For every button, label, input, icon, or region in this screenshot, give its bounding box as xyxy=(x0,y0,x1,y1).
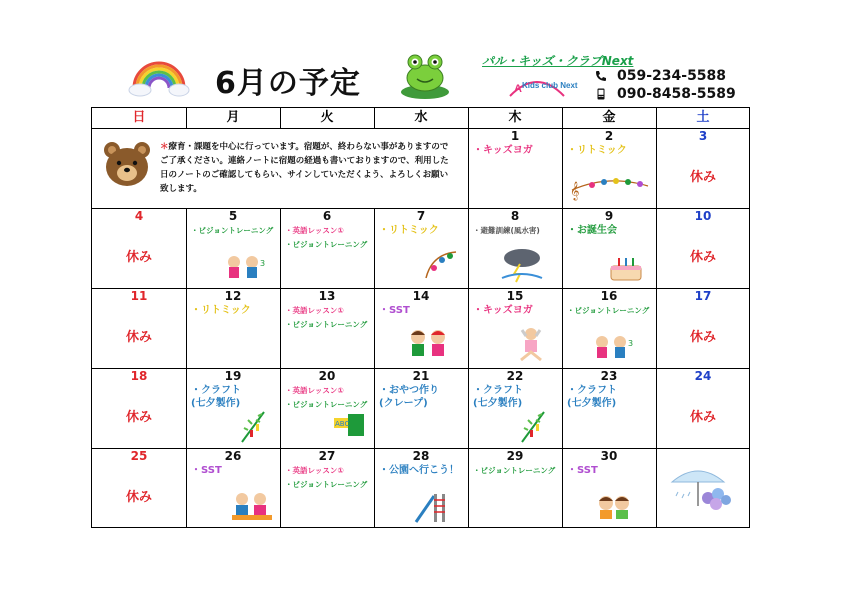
off-4: 休み xyxy=(125,250,152,265)
event-21a: ・おやつ作り xyxy=(379,385,439,396)
event-5: ・ビジョントレーニング xyxy=(191,226,274,235)
event-14: ・SST xyxy=(379,305,410,316)
day-cell-14[interactable] xyxy=(374,288,468,368)
day-cell-28[interactable] xyxy=(374,448,468,528)
date-1: 1 xyxy=(510,129,520,143)
kids-icon xyxy=(596,494,632,524)
phone-icon xyxy=(595,70,607,82)
off-11: 休み xyxy=(125,330,152,345)
bear-icon xyxy=(102,140,152,192)
date-24: 24 xyxy=(694,369,712,383)
day-cell-7[interactable] xyxy=(374,208,468,288)
event-20a: ・英語レッスン① xyxy=(285,386,344,395)
day-cell-21[interactable] xyxy=(374,368,468,448)
day-cell-18[interactable] xyxy=(92,368,186,448)
svg-text:3: 3 xyxy=(260,259,266,268)
event-27b: ・ビジョントレーニング xyxy=(285,480,368,489)
event-29: ・ビジョントレーニング xyxy=(473,466,556,475)
date-18: 18 xyxy=(130,369,148,383)
date-3: 3 xyxy=(698,129,708,143)
day-cell-9[interactable] xyxy=(562,208,656,288)
day-cell-16[interactable] xyxy=(562,288,656,368)
day-cell-27[interactable] xyxy=(280,448,374,528)
svg-text:A: A xyxy=(514,83,522,95)
event-15: ・キッズヨガ xyxy=(473,305,533,316)
notice-text xyxy=(160,140,450,196)
svg-text:ABC: ABC xyxy=(335,420,350,428)
event-12: ・リトミック xyxy=(191,305,251,316)
date-9: 9 xyxy=(604,209,614,223)
day-cell-15[interactable] xyxy=(468,288,562,368)
date-25: 25 xyxy=(130,449,148,463)
date-4: 4 xyxy=(134,209,144,223)
storm-icon xyxy=(498,246,546,286)
date-7: 7 xyxy=(416,209,426,223)
event-27a: ・英語レッスン① xyxy=(285,466,344,475)
day-cell-1[interactable] xyxy=(468,128,562,208)
day-cell-29[interactable] xyxy=(468,448,562,528)
event-8: ・避難訓練(風水害) xyxy=(473,226,540,235)
phone-row-2 xyxy=(595,86,736,102)
day-cell-8[interactable] xyxy=(468,208,562,288)
day-cell-25[interactable] xyxy=(92,448,186,528)
day-cell-4[interactable] xyxy=(92,208,186,288)
event-16: ・ビジョントレーニング xyxy=(567,306,650,315)
day-cell-20[interactable] xyxy=(280,368,374,448)
date-19: 19 xyxy=(224,369,242,383)
date-27: 27 xyxy=(318,449,336,463)
event-30: ・SST xyxy=(567,465,598,476)
kids-icon xyxy=(232,490,272,526)
date-17: 17 xyxy=(694,289,712,303)
day-cell-empty xyxy=(656,448,750,528)
date-10: 10 xyxy=(694,209,712,223)
date-6: 6 xyxy=(322,209,332,223)
rainbow-icon xyxy=(128,52,190,98)
weekday-wed: 水 xyxy=(414,110,428,125)
weekday-sat: 土 xyxy=(696,110,710,125)
date-30: 30 xyxy=(600,449,618,463)
day-cell-3[interactable] xyxy=(656,128,750,208)
event-23b: (七夕製作) xyxy=(567,398,617,409)
calendar-grid xyxy=(91,107,750,528)
cake-icon xyxy=(608,254,644,286)
day-cell-12[interactable] xyxy=(186,288,280,368)
event-19a: ・クラフト xyxy=(191,385,241,396)
phone-number-1: 059-234-5588 xyxy=(617,68,727,84)
date-14: 14 xyxy=(412,289,430,303)
weekday-sun: 日 xyxy=(132,110,146,125)
weekday-fri: 金 xyxy=(602,110,616,125)
day-cell-11[interactable] xyxy=(92,288,186,368)
event-13a: ・英語レッスン① xyxy=(285,306,344,315)
kids-icon xyxy=(406,328,450,366)
notice-body: 療育・課題を中心に行っています。宿題が、終わらない事がありますのでご了承ください。連絡ノートに宿題の経過も書いておりますので、利用した日のノートのご確認してもらい、サインしていただくよう、よろしくお願い致します。 xyxy=(160,142,449,194)
svg-text:𝄞: 𝄞 xyxy=(570,181,580,200)
date-2: 2 xyxy=(604,129,614,143)
date-11: 11 xyxy=(130,289,148,303)
event-20b: ・ビジョントレーニング xyxy=(285,400,368,409)
page-title: 6月の予定 xyxy=(215,66,361,101)
day-cell-22[interactable] xyxy=(468,368,562,448)
event-28: ・公園へ行こう！ xyxy=(379,465,459,476)
date-12: 12 xyxy=(224,289,242,303)
date-23: 23 xyxy=(600,369,618,383)
music-notes-icon xyxy=(422,248,460,286)
event-13b: ・ビジョントレーニング xyxy=(285,320,368,329)
date-16: 16 xyxy=(600,289,618,303)
slide-icon xyxy=(412,490,448,528)
phone-number-2: 090-8458-5589 xyxy=(617,86,736,102)
mobile-phone-icon xyxy=(595,88,607,100)
phone-row-1 xyxy=(595,68,726,84)
event-6a: ・英語レッスン① xyxy=(285,226,344,235)
event-2: ・リトミック xyxy=(567,145,627,156)
day-cell-2[interactable] xyxy=(562,128,656,208)
day-cell-30[interactable] xyxy=(562,448,656,528)
event-26: ・SST xyxy=(191,465,222,476)
day-cell-5[interactable] xyxy=(186,208,280,288)
club-name: パル・キッズ・クラブNext xyxy=(482,54,634,68)
day-cell-24[interactable] xyxy=(656,368,750,448)
yoga-icon xyxy=(518,326,544,366)
date-20: 20 xyxy=(318,369,336,383)
date-13: 13 xyxy=(318,289,336,303)
event-7: ・リトミック xyxy=(379,225,439,236)
date-26: 26 xyxy=(224,449,242,463)
club-logo xyxy=(506,70,578,100)
event-9: ・お誕生会 xyxy=(567,225,617,236)
weekday-thu: 木 xyxy=(508,110,522,125)
off-24: 休み xyxy=(689,410,716,425)
day-cell-6[interactable] xyxy=(280,208,374,288)
event-22b: (七夕製作) xyxy=(473,398,523,409)
off-3: 休み xyxy=(689,170,716,185)
event-19b: (七夕製作) xyxy=(191,398,241,409)
off-10: 休み xyxy=(689,250,716,265)
date-29: 29 xyxy=(506,449,524,463)
date-22: 22 xyxy=(506,369,524,383)
logo-text: Kids club Next xyxy=(522,81,578,90)
hydrangea-umbrella-icon xyxy=(668,462,738,516)
date-28: 28 xyxy=(412,449,430,463)
event-6b: ・ビジョントレーニング xyxy=(285,240,368,249)
notice-box xyxy=(92,128,468,208)
tanabata-icon xyxy=(238,408,268,448)
kids-icon xyxy=(224,252,270,284)
event-22a: ・クラフト xyxy=(473,385,523,396)
notice-star: ＊ xyxy=(160,142,169,152)
event-23a: ・クラフト xyxy=(567,385,617,396)
off-25: 休み xyxy=(125,490,152,505)
day-cell-13[interactable] xyxy=(280,288,374,368)
tanabata-icon xyxy=(518,408,548,448)
day-cell-23[interactable] xyxy=(562,368,656,448)
date-15: 15 xyxy=(506,289,524,303)
event-21b: (クレープ) xyxy=(379,398,428,409)
frog-icon xyxy=(398,48,452,102)
weekday-tue: 火 xyxy=(320,110,334,125)
weekday-mon: 月 xyxy=(226,110,240,125)
date-8: 8 xyxy=(510,209,520,223)
day-cell-19[interactable] xyxy=(186,368,280,448)
svg-text:3: 3 xyxy=(628,339,634,348)
day-cell-26[interactable] xyxy=(186,448,280,528)
event-1: ・キッズヨガ xyxy=(473,145,533,156)
date-5: 5 xyxy=(228,209,238,223)
book-icon xyxy=(332,412,366,442)
kids-icon xyxy=(592,332,638,364)
date-21: 21 xyxy=(412,369,430,383)
day-cell-17[interactable] xyxy=(656,288,750,368)
music-notes-icon xyxy=(568,172,652,204)
off-17: 休み xyxy=(689,330,716,345)
off-18: 休み xyxy=(125,410,152,425)
day-cell-10[interactable] xyxy=(656,208,750,288)
